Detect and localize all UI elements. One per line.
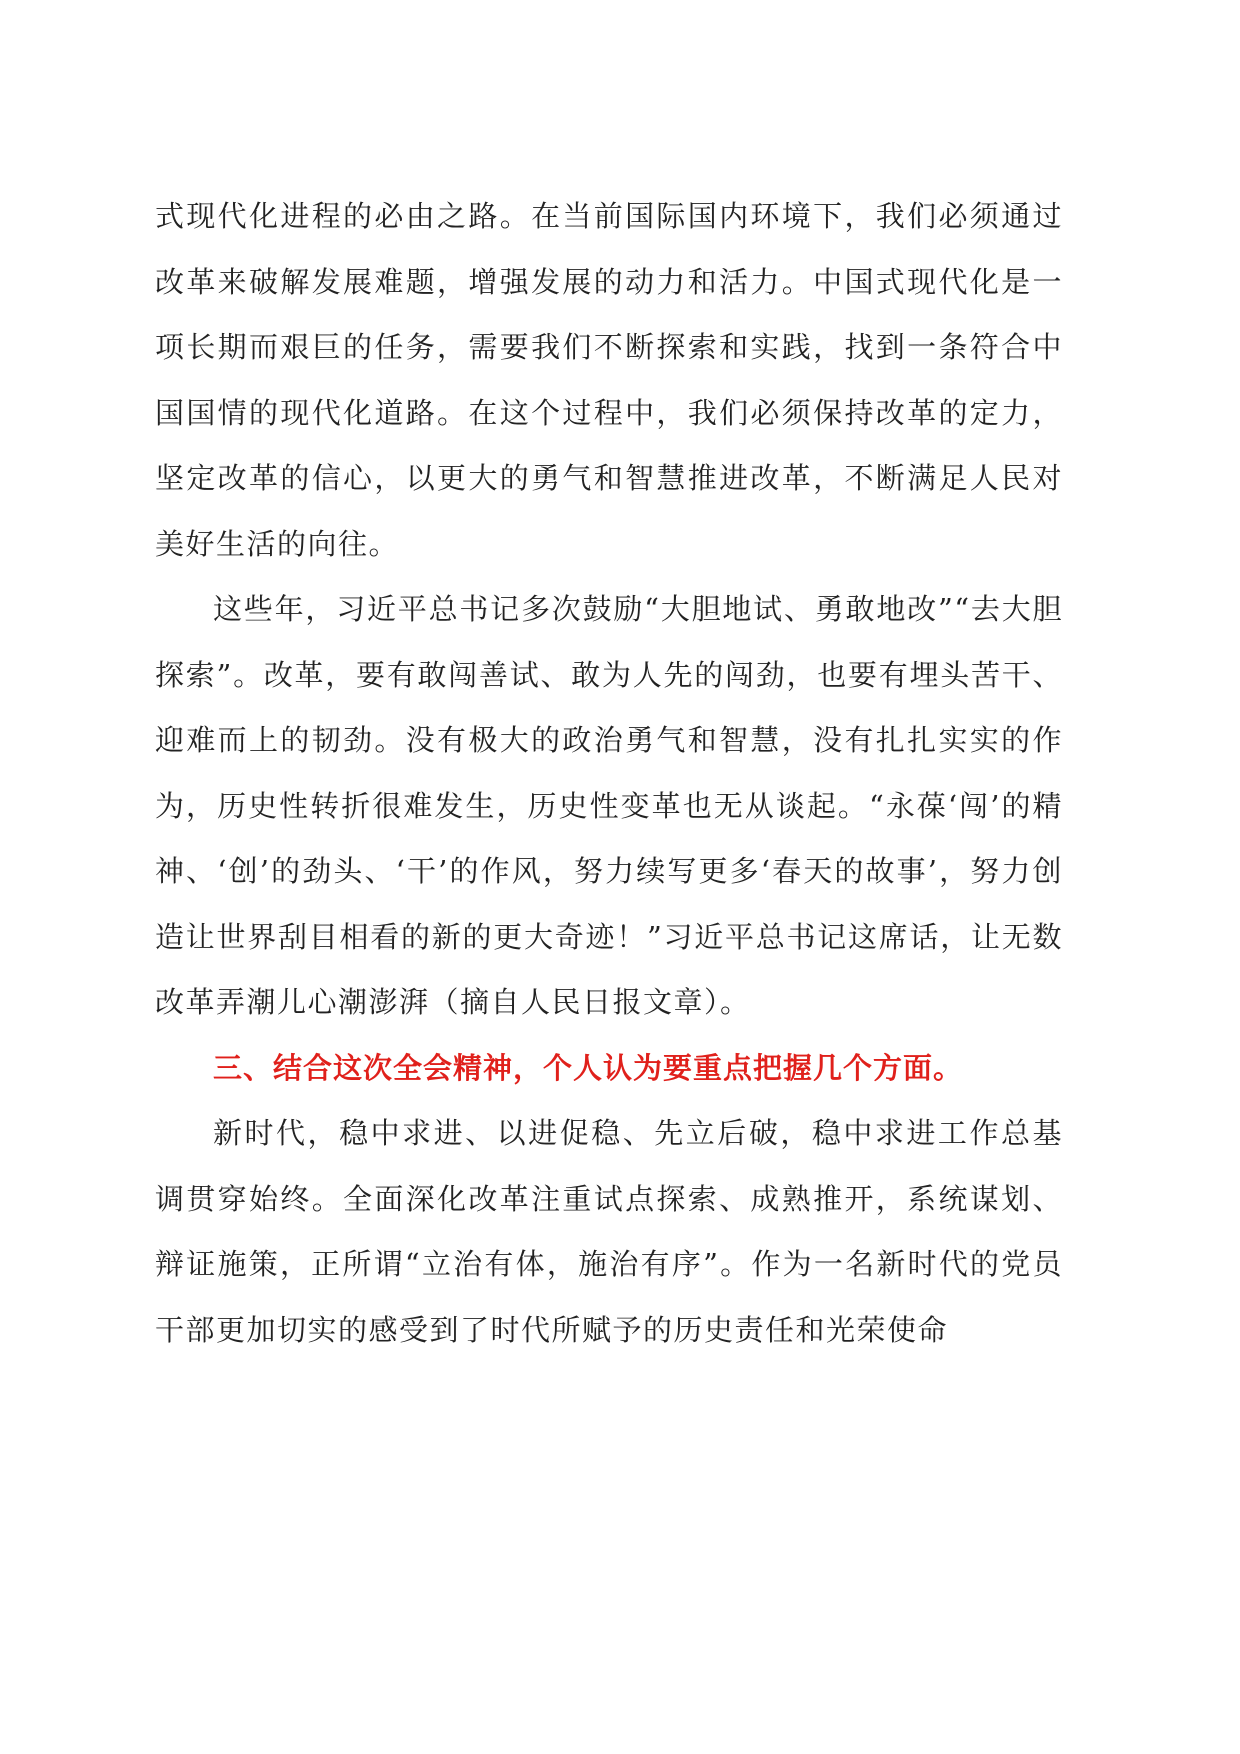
- paragraph-continuation: 式现代化进程的必由之路。在当前国际国内环境下，我们必须通过改革来破解发展难题，增强发展的动力和活力。中国式现代化是一项长期而艰巨的任务，需要我们不断探索和实践，找到一条符合中国国情的现代化道路。在这个过程中，我们必须保持改革的定力，坚定改革的信心，以更大的勇气和智慧推进改革，不断满足人民对美好生活的向往。: [155, 199, 1063, 561]
- document-body: [155, 184, 1063, 1363]
- section-heading-three: 三、结合这次全会精神，个人认为要重点把握几个方面。: [213, 1050, 964, 1085]
- paragraph-new-era: 新时代，稳中求进、以进促稳、先立后破，稳中求进工作总基调贯穿始终。全面深化改革注重试点探索、成熟推开，系统谋划、辩证施策，正所谓“立治有体，施治有序”。作为一名新时代的党员干部更加切实的感受到了时代所赋予的历史责任和光荣使命: [155, 1116, 1063, 1347]
- paragraph-reform-encouragement: 这些年，习近平总书记多次鼓励“大胆地试、勇敢地改”“去大胆探索”。改革，要有敢闯善试、敢为人先的闯劲，也要有埋头苦干、迎难而上的韧劲。没有极大的政治勇气和智慧，没有扎扎实实的作为，历史性转折很难发生，历史性变革也无从谈起。“永葆‘闯’的精神、‘创’的劲头、‘干’的作风，努力续写更多‘春天的故事’，努力创造让世界刮目相看的新的更大奇迹！”习近平总书记这席话，让无数改革弄潮儿心潮澎湃（摘自人民日报文章）。: [155, 592, 1063, 1019]
